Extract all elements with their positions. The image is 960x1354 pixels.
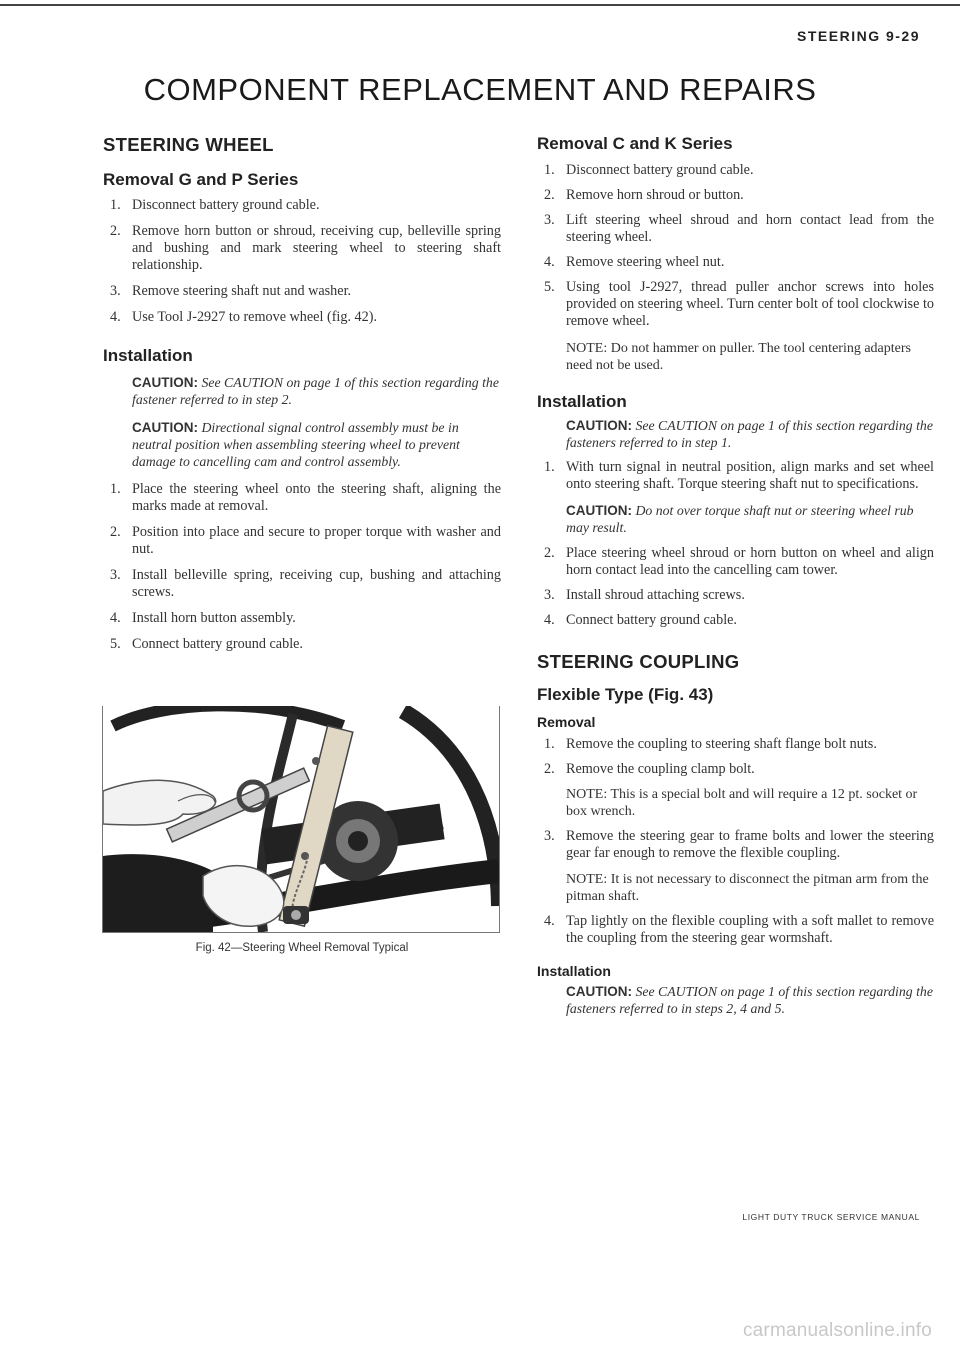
- list-item: 2. Remove horn button or shroud, receiving cup, belleville spring and bushing and mark steering wheel to steering shaft relationship.: [110, 223, 501, 273]
- section-heading-steering-wheel: STEERING WHEEL: [103, 134, 274, 155]
- caution-note: CAUTION: See CAUTION on page 1 of this section regarding the fasteners referred to in step 1.: [566, 418, 933, 450]
- list-item: 1. Place the steering wheel onto the steering shaft, aligning the marks made at removal.: [110, 481, 501, 514]
- list-item: 3. Install belleville spring, receiving cup, bushing and attaching screws.: [110, 567, 501, 600]
- page-title: COMPONENT REPLACEMENT AND REPAIRS: [143, 72, 817, 107]
- list-item: 1. Disconnect battery ground cable.: [544, 162, 754, 178]
- installation-heading: Installation: [103, 346, 193, 365]
- footer-manual-title: LIGHT DUTY TRUCK SERVICE MANUAL: [742, 1212, 920, 1222]
- figure-caption: Fig. 42—Steering Wheel Removal Typical: [195, 942, 409, 954]
- removal-g-p-heading: Removal G and P Series: [103, 170, 299, 189]
- note: NOTE: It is not necessary to disconnect the pitman arm from the pitman shaft.: [566, 872, 929, 904]
- list-item: 4. Use Tool J-2927 to remove wheel (fig. 42).: [110, 309, 378, 325]
- coupling-removal-steps-final: [537, 913, 934, 947]
- caution-note: CAUTION: Directional signal control assembly must be in neutral position when assembling steering wheel to prevent damage to cancelling cam and control assembly.: [132, 420, 460, 469]
- list-item: 5. Using tool J-2927, thread puller anchor screws into holes provided on steering wheel. Turn center bolt of tool clockwise to remove wheel.: [544, 279, 934, 329]
- coupling-removal-steps-continued: [537, 828, 934, 862]
- installation-steps-continued: [537, 545, 934, 629]
- list-item: 2. Remove the coupling clamp bolt.: [544, 761, 755, 777]
- list-item: 4. Remove steering wheel nut.: [544, 254, 725, 270]
- installation-steps: [537, 459, 934, 493]
- steering-wheel-puller-illustration: [103, 706, 499, 932]
- list-item: 1. With turn signal in neutral position, align marks and set wheel onto steering shaft. Torque steering shaft nut to specifications.: [544, 459, 934, 492]
- list-item: 3. Remove steering shaft nut and washer.: [110, 283, 352, 299]
- coupling-installation-heading: Installation: [537, 963, 611, 979]
- removal-c-k-heading: Removal C and K Series: [537, 134, 733, 153]
- note: NOTE: This is a special bolt and will require a 12 pt. socket or box wrench.: [566, 787, 918, 819]
- installation-steps: [103, 481, 501, 653]
- left-column: [103, 128, 501, 653]
- list-item: 1. Remove the coupling to steering shaft flange bolt nuts.: [544, 736, 877, 752]
- right-column: [537, 128, 934, 1017]
- removal-c-k-steps: [537, 162, 934, 330]
- running-head: STEERING 9-29: [797, 28, 920, 44]
- list-item: 2. Place steering wheel shroud or horn button on wheel and align horn contact lead into the cancelling cam tower.: [544, 545, 934, 578]
- list-item: 1. Disconnect battery ground cable.: [110, 197, 320, 213]
- top-rule: [0, 4, 960, 6]
- list-item: 4. Connect battery ground cable.: [544, 612, 737, 628]
- list-item: 4. Install horn button assembly.: [110, 610, 296, 626]
- list-item: 5. Connect battery ground cable.: [110, 636, 303, 652]
- coupling-removal-steps: [537, 736, 934, 778]
- caution-note: CAUTION: See CAUTION on page 1 of this section regarding the fasteners referred to in steps 2, 4 and 5.: [566, 984, 933, 1016]
- watermark: carmanualsonline.info: [742, 1320, 932, 1341]
- list-item: 3. Remove the steering gear to frame bolts and lower the steering gear far enough to remove the flexible coupling.: [544, 828, 934, 861]
- list-item: 4. Tap lightly on the flexible coupling with a soft mallet to remove the coupling from the steering gear wormshaft.: [544, 913, 934, 946]
- list-item: 3. Lift steering wheel shroud and horn contact lead from the steering wheel.: [544, 212, 934, 245]
- list-item: 2. Position into place and secure to proper torque with washer and nut.: [110, 524, 501, 557]
- list-item: 3. Install shroud attaching screws.: [544, 587, 745, 603]
- section-heading-steering-coupling: STEERING COUPLING: [537, 651, 740, 672]
- installation-heading: Installation: [537, 392, 627, 411]
- caution-note: CAUTION: See CAUTION on page 1 of this section regarding the fastener referred to in step 2.: [132, 375, 499, 407]
- caution-note: CAUTION: Do not over torque shaft nut or steering wheel rub may result.: [566, 503, 914, 535]
- list-item: 2. Remove horn shroud or button.: [544, 187, 744, 203]
- note: NOTE: Do not hammer on puller. The tool centering adapters need not be used.: [566, 341, 911, 373]
- figure-steering-wheel-removal: [102, 706, 500, 933]
- flexible-type-heading: Flexible Type (Fig. 43): [537, 685, 714, 704]
- removal-g-p-steps: [103, 197, 501, 326]
- coupling-removal-heading: Removal: [537, 714, 596, 730]
